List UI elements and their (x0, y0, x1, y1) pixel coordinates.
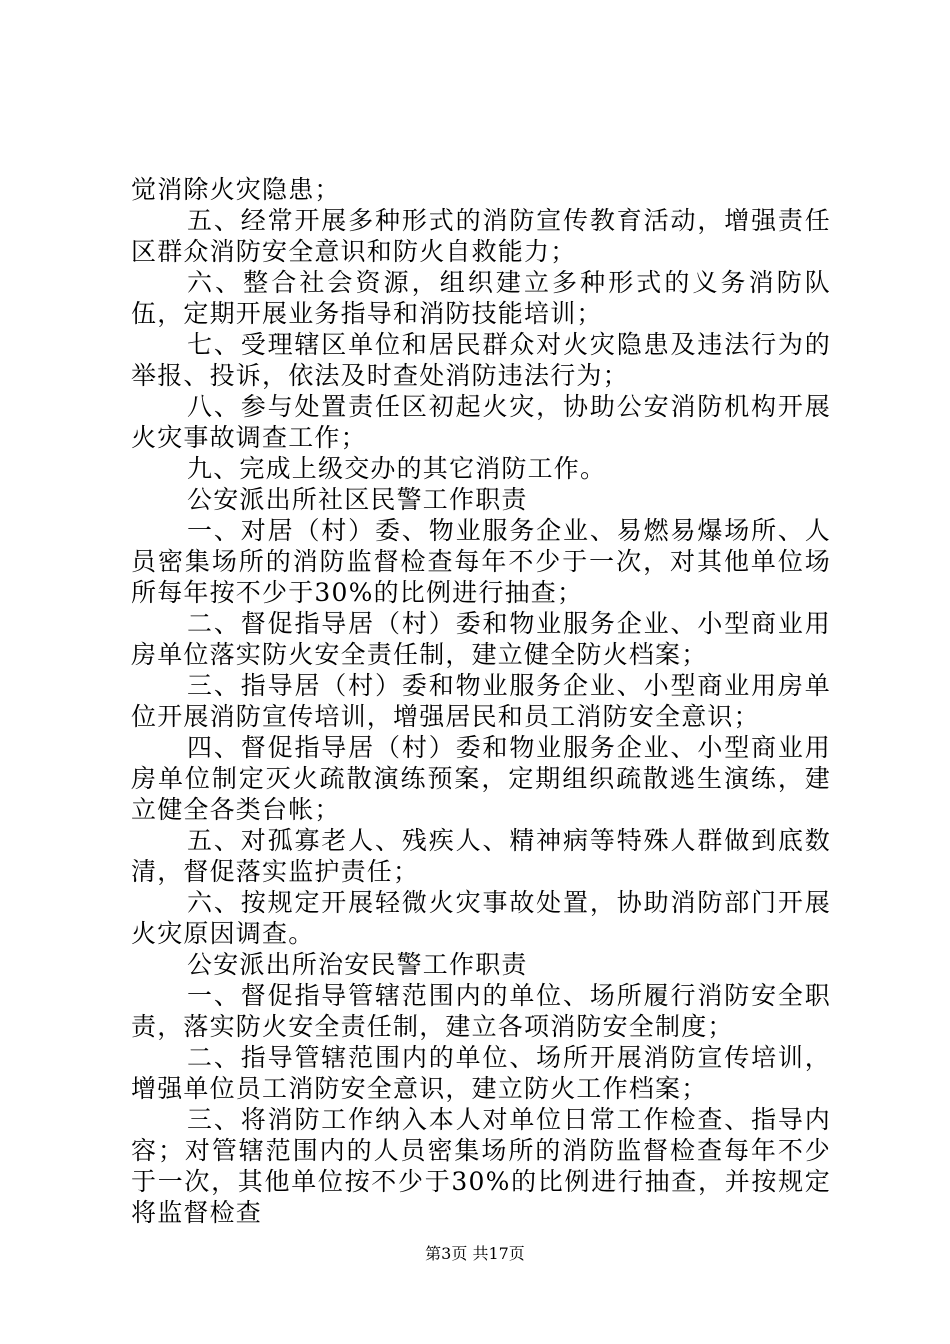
document-body (131, 174, 831, 1228)
section-heading-security-police: 公安派出所治安民警工作职责 (187, 950, 528, 979)
paragraph-security-1: 一、督促指导管辖范围内的单位、场所履行消防安全职责，落实防火安全责任制，建立各项消防安全制度； (131, 981, 831, 1041)
page-number: 第3页 共17页 (425, 1244, 525, 1263)
paragraph-community-3: 三、指导居（村）委和物业服务企业、小型商业用房单位开展消防宣传培训，增强居民和员工消防安全意识； (131, 671, 831, 731)
paragraph-item-5: 五、经常开展多种形式的消防宣传教育活动，增强责任区群众消防安全意识和防火自救能力； (131, 206, 831, 266)
paragraph-security-3: 三、将消防工作纳入本人对单位日常工作检查、指导内容；对管辖范围内的人员密集场所的消防监督检查每年不少于一次，其他单位按不少于30%的比例进行抽查，并按规定将监督检查 (131, 1105, 831, 1227)
paragraph-item-7: 七、受理辖区单位和居民群众对火灾隐患及违法行为的举报、投诉，依法及时查处消防违法行为； (131, 330, 831, 390)
paragraph-community-2: 二、督促指导居（村）委和物业服务企业、小型商业用房单位落实防火安全责任制，建立健全防火档案； (131, 609, 831, 669)
paragraph-continuation: 觉消除火灾隐患； (131, 175, 341, 204)
paragraph-community-5: 五、对孤寡老人、残疾人、精神病等特殊人群做到底数清，督促落实监护责任； (131, 826, 831, 886)
paragraph-item-9: 九、完成上级交办的其它消防工作。 (187, 454, 607, 483)
paragraph-community-6: 六、按规定开展轻微火灾事故处置，协助消防部门开展火灾原因调查。 (131, 888, 831, 948)
page-footer (0, 1244, 950, 1264)
paragraph-item-6: 六、整合社会资源，组织建立多种形式的义务消防队伍，定期开展业务指导和消防技能培训； (131, 268, 831, 328)
paragraph-community-1: 一、对居（村）委、物业服务企业、易燃易爆场所、人员密集场所的消防监督检查每年不少于一次，对其他单位场所每年按不少于30%的比例进行抽查； (131, 516, 831, 607)
paragraph-security-2: 二、指导管辖范围内的单位、场所开展消防宣传培训，增强单位员工消防安全意识，建立防火工作档案； (131, 1043, 831, 1103)
paragraph-item-8: 八、参与处置责任区初起火灾，协助公安消防机构开展火灾事故调查工作； (131, 392, 831, 452)
section-heading-community-police: 公安派出所社区民警工作职责 (187, 485, 528, 514)
paragraph-community-4: 四、督促指导居（村）委和物业服务企业、小型商业用房单位制定灭火疏散演练预案，定期组织疏散逃生演练，建立健全各类台帐； (131, 733, 831, 824)
